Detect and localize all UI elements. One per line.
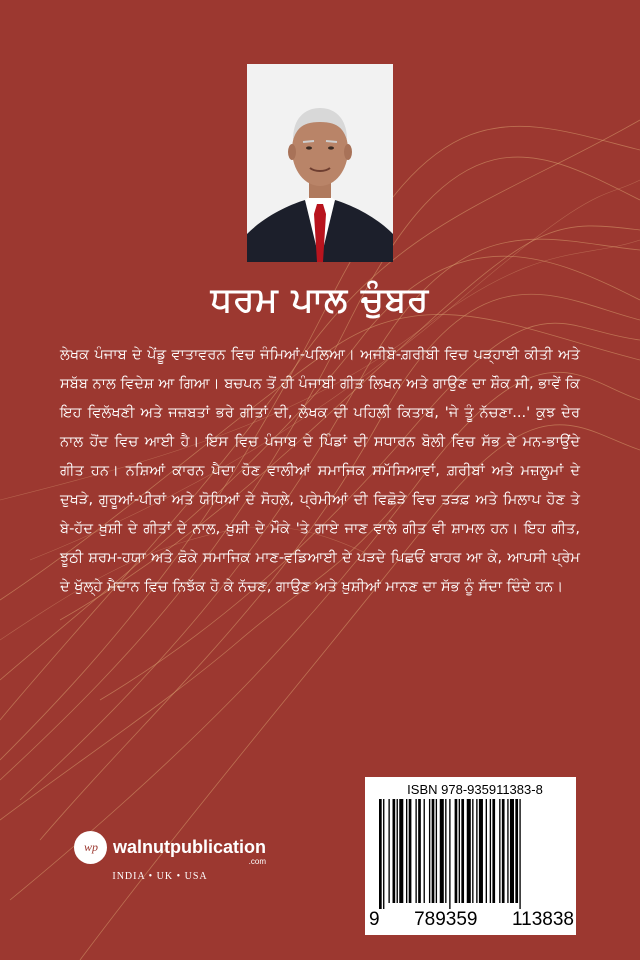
- barcode-bar: [490, 799, 491, 903]
- barcode-bar: [467, 799, 471, 903]
- barcode-bar: [507, 799, 508, 903]
- author-photo: [247, 64, 393, 262]
- barcode-bar: [499, 799, 500, 903]
- barcode-bar: [415, 799, 416, 903]
- barcode-bars: [377, 799, 565, 909]
- isbn-label: ISBN 978-935911383-8: [407, 782, 543, 797]
- barcode-bar: [459, 799, 460, 903]
- barcode-bar: [502, 799, 505, 903]
- barcode-digit-group-2: 113838: [511, 909, 574, 930]
- barcode-bar: [449, 799, 450, 909]
- barcode-bar: [440, 799, 444, 903]
- barcode-digits: [369, 909, 574, 931]
- isbn-barcode: [365, 777, 576, 935]
- barcode-bar: [432, 799, 435, 903]
- author-portrait: [247, 64, 393, 262]
- publisher-domain: .com: [248, 856, 266, 866]
- book-description: ਲੇਖਕ ਪੰਜਾਬ ਦੇ ਪੇਂਡੂ ਵਾਤਾਵਰਨ ਵਿਚ ਜੰਮਿਆਂ-ਪਲਿਆ। ਅਜੀਬੋ-ਗ਼ਰੀਬੀ ਵਿਚ ਪੜ੍ਹਾਈ ਕੀਤੀ ਅਤੇ ਸਬੱਬ ਨਾਲ ਵਿਦੇਸ਼ ਆ ਗਿਆ। ਬਚਪਨ ਤੋਂ ਹੀ ਪੰਜਾਬੀ ਗੀਤ ਲਿਖਨ ਅਤੇ ਗਾਉਣ ਦਾ ਸ਼ੌਕ ਸੀ, ਭਾਵੇਂ ਕਿ ਇਹ ਵਿਲੱਖਣੀ ਅਤੇ ਜਜ਼ਬਤਾਂ ਭਰੇ ਗੀਤਾਂ ਦੀ, ਲੇਖਕ ਦੀ ਪਹਿਲੀ ਕਿਤਾਬ, 'ਜੇ ਤੂੰ ਨੱਚਣਾ...' ਕੁਝ ਦੇਰ ਨਾਲ ਹੋਂਦ ਵਿਚ ਆਈ ਹੈ। ਇਸ ਵਿਚ ਪੰਜਾਬ ਦੇ ਪਿੰਡਾਂ ਦੀ ਸਧਾਰਨ ਬੋਲੀ ਵਿਚ ਸੱਭ ਦੇ ਮਨ-ਭਾਉਂਦੇ ਗੀਤ ਹਨ। ਨਸ਼ਿਆਂ ਕਾਰਨ ਪੈਦਾ ਹੋਣ ਵਾਲੀਆਂ ਸਮਾਜਿਕ ਸਮੱਸਿਆਵਾਂ, ਗ਼ਰੀਬਾਂ ਅਤੇ ਮਜ਼ਲੂਮਾਂ ਦੇ ਦੁਖੜੇ, ਗੁਰੂਆਂ-ਪੀਰਾਂ ਅਤੇ ਯੋਧਿਆਂ ਦੇ ਸੋਹਲੇ, ਪ੍ਰੇਮੀਆਂ ਦੀ ਵਿਛੋੜੇ ਵਿਚ ਤੜਫ਼ ਅਤੇ ਮਿਲਾਪ ਹੋਣ ਤੇ ਬੇ-ਹੱਦ ਖ਼ੁਸ਼ੀ ਦੇ ਗੀਤਾਂ ਦੇ ਨਾਲ, ਖ਼ੁਸ਼ੀ ਦੇ ਮੌਕੇ 'ਤੇ ਗਾਏ ਜਾਣ ਵਾਲੇ ਗੀਤ ਵੀ ਸ਼ਾਮਲ ਹਨ। ਇਹ ਗੀਤ, ਝੂਠੀ ਸ਼ਰਮ-ਹਯਾ ਅਤੇ ਫ਼ੋਕੇ ਸਮਾਜਿਕ ਮਾਣ-ਵਡਿਆਈ ਦੇ ਪੜਦੇ ਪਿਛਓਂ ਬਾਹਰ ਆ ਕੇ, ਆਪਸੀ ਪ੍ਰੇਮ ਦੇ ਖੁੱਲ੍ਹੇ ਮੈਦਾਨ ਵਿਚ ਨਿਝੱਕ ਹੋ ਕੇ ਨੱਚਣ, ਗਾਉਣ ਅਤੇ ਖ਼ੁਸ਼ੀਆਂ ਮਾਨਣ ਦਾ ਸੱਭ ਨੂੰ ਸੱਦਾ ਦਿੰਦੇ ਹਨ।: [60, 346, 580, 595]
- barcode-bar: [515, 799, 518, 903]
- barcode-bar: [476, 799, 477, 903]
- publisher-countries: INDIA • UK • USA: [112, 871, 208, 882]
- barcode-bar: [409, 799, 412, 903]
- barcode-bar: [399, 799, 403, 903]
- barcode-bar: [461, 799, 464, 903]
- barcode-bar: [492, 799, 495, 903]
- barcode-bar: [393, 799, 396, 903]
- barcode-bar: [510, 799, 514, 903]
- barcode-bar: [397, 799, 398, 903]
- barcode-bar: [424, 799, 425, 903]
- barcode-bar: [486, 799, 487, 903]
- barcode-digit-lead: 9: [369, 909, 380, 930]
- svg-text:wp: wp: [83, 840, 98, 854]
- walnut-logo-icon: [74, 831, 107, 864]
- barcode-bar: [455, 799, 458, 903]
- author-name: ਧਰਮ ਪਾਲ ਚੁੰਬਰ: [210, 280, 430, 320]
- publisher-logo: [74, 829, 266, 865]
- barcode-digit-group-1: 789359: [414, 909, 478, 930]
- publisher-name: walnutpublication .com: [113, 836, 266, 866]
- barcode-bar: [388, 799, 389, 903]
- barcode-bar: [445, 799, 446, 903]
- barcode-bar: [519, 799, 520, 909]
- barcode-bar: [436, 799, 437, 903]
- barcode-bar: [429, 799, 430, 903]
- barcode-bar: [418, 799, 421, 903]
- barcode-bar: [383, 799, 384, 909]
- barcode-bar: [472, 799, 473, 903]
- barcode-bar: [406, 799, 407, 903]
- barcode-bar: [379, 799, 382, 909]
- barcode-bar: [479, 799, 483, 903]
